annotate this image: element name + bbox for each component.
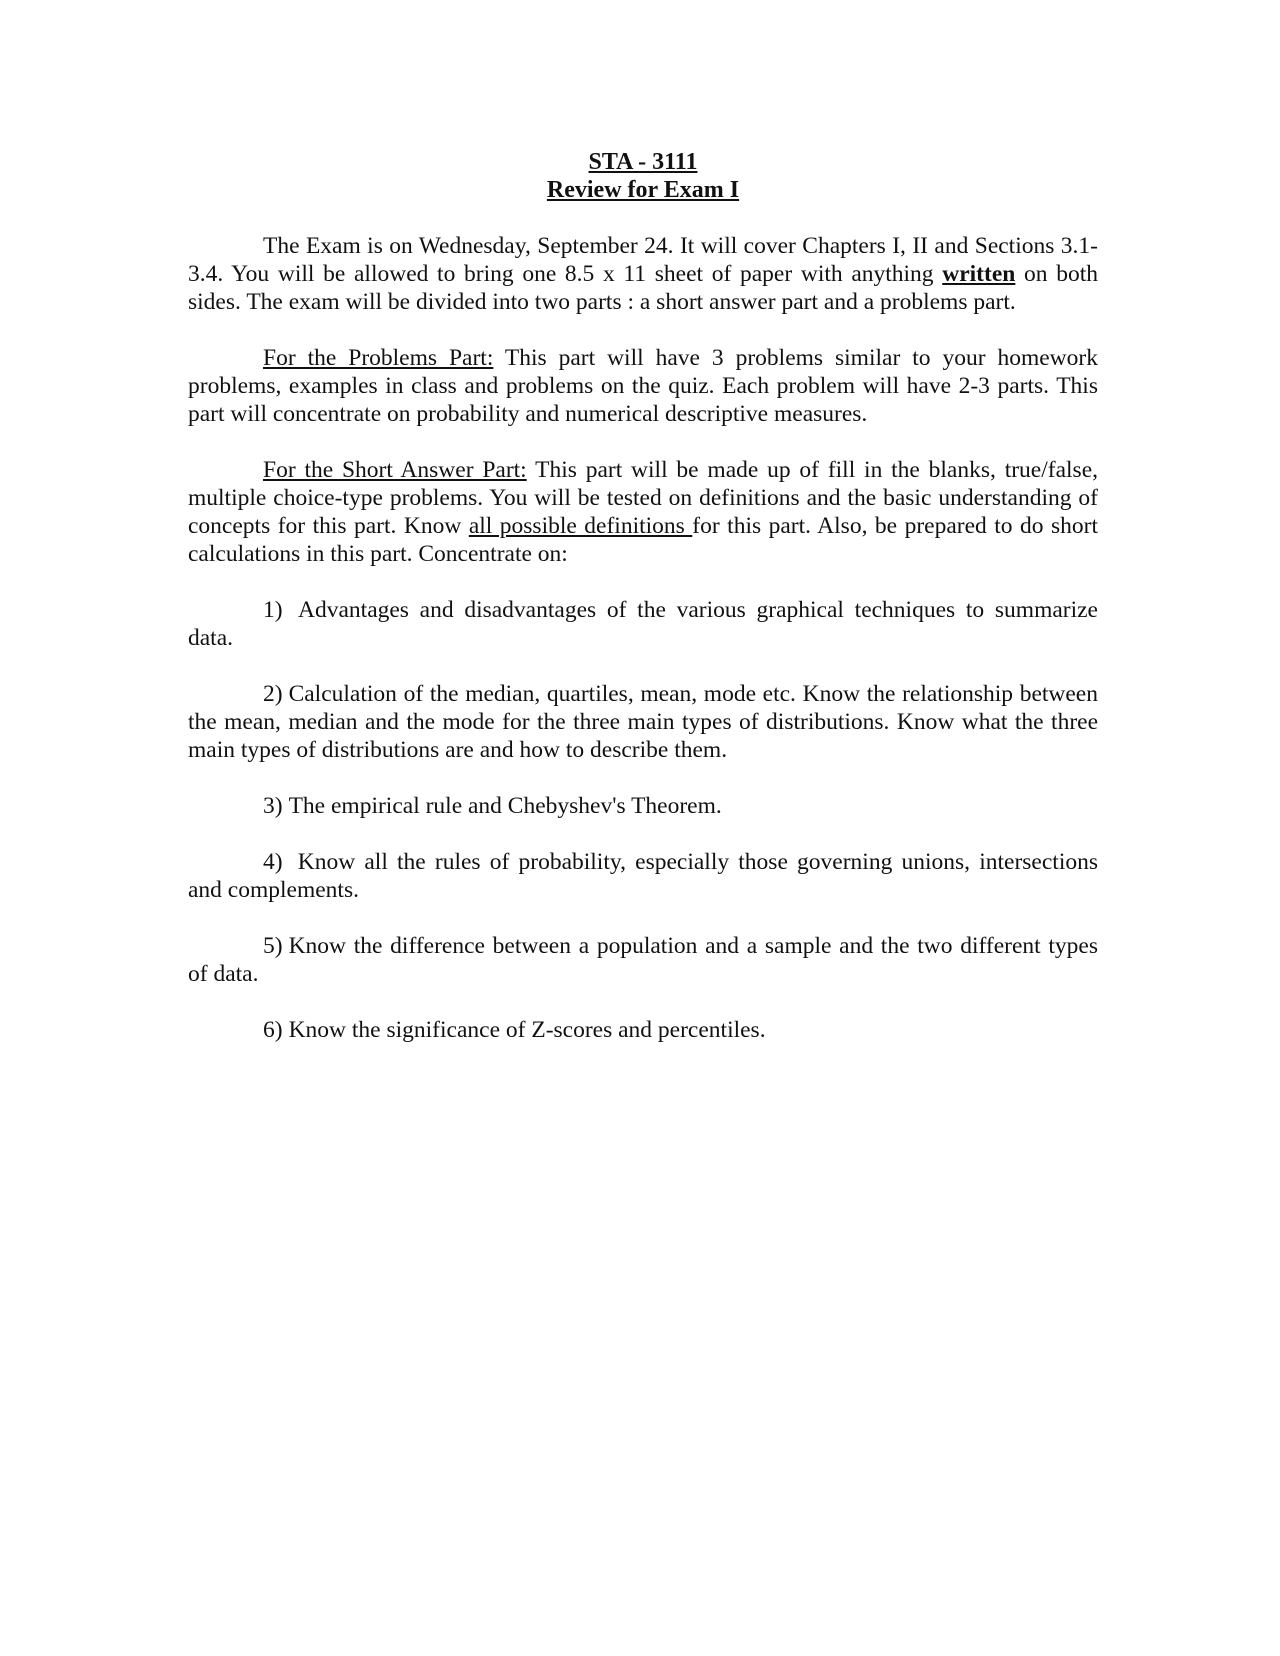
problems-part-heading: For the Problems Part: [263, 345, 494, 371]
item-number: 2) [263, 681, 283, 707]
problems-part-text: This part will have 3 problems similar to your homework problems, examples in class and problems on the quiz. Each problem will have 2-3 parts. This part will concentrate on probability and numerical descriptive measures. [188, 345, 1098, 427]
document-title: Review for Exam I [546, 177, 740, 203]
item-text: Know the difference between a population and a sample and the two different types of data. [188, 933, 1098, 987]
item-text: Calculation of the median, quartiles, mean, mode etc. Know the relationship between the mean, median and the mode for the three main types of distributions. Know what the three main types of distributions are and how to describe them. [188, 681, 1098, 763]
intro-text-2: on both sides. The exam will be divided into two parts : a short answer part and a problems part. [188, 261, 1098, 315]
item-text: The empirical rule and Chebyshev's Theorem. [288, 793, 722, 819]
item-text: Know the significance of Z-scores and percentiles. [288, 1017, 766, 1043]
intro-text-1: The Exam is on Wednesday, September 24. It will cover Chapters I, II and Sections 3.1-3.4. You will be allowed to bring one 8.5 x 11 sheet of paper with anything [188, 233, 1098, 287]
list-item [188, 596, 1098, 652]
item-number: 6) [263, 1017, 283, 1043]
course-code: STA - 3111 [588, 149, 698, 175]
short-answer-text-1: This part will be made up of fill in the blanks, true/false, multiple choice-type problems. You will be tested on definitions and the basic understanding of concepts for this part. Know [188, 457, 1098, 539]
document-header [188, 148, 1098, 204]
item-number: 5) [263, 933, 283, 959]
short-answer-emphasis: all possible definitions [468, 513, 693, 539]
short-answer-paragraph [188, 456, 1098, 568]
item-text: Know all the rules of probability, especially those governing unions, intersections and complements. [188, 849, 1098, 903]
problems-part-paragraph [188, 344, 1098, 428]
short-answer-heading: For the Short Answer Part: [263, 457, 527, 483]
intro-paragraph [188, 232, 1098, 316]
item-text: Advantages and disadvantages of the various graphical techniques to summarize data. [188, 597, 1098, 651]
item-number: 1) [263, 597, 283, 623]
item-number: 3) [263, 793, 283, 819]
list-item [188, 1016, 1098, 1044]
list-item [188, 932, 1098, 988]
document-page [188, 148, 1098, 1072]
list-item [188, 792, 1098, 820]
item-number: 4) [263, 849, 283, 875]
list-item [188, 848, 1098, 904]
short-answer-text-2: for this part. Also, be prepared to do short calculations in this part. Concentrate on: [188, 513, 1098, 567]
list-item [188, 680, 1098, 764]
intro-emphasis: written [942, 261, 1016, 287]
header-spacer [188, 204, 1098, 232]
